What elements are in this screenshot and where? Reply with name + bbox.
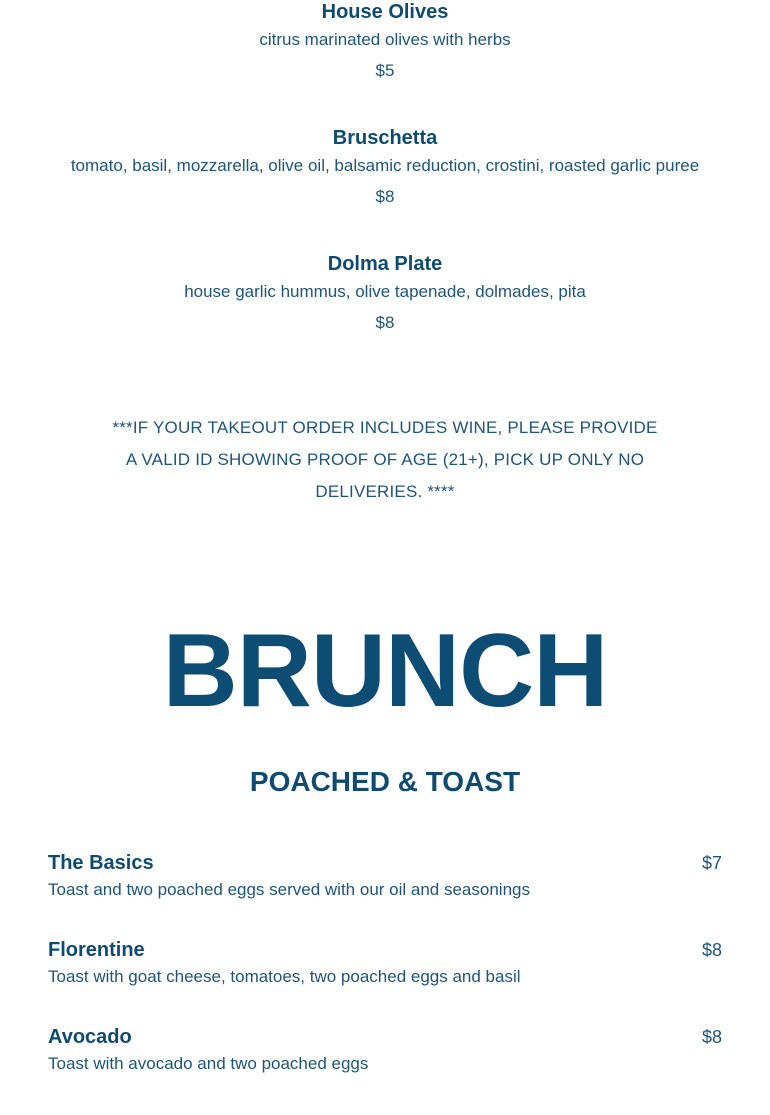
menu-item-price: $7 [701,853,722,873]
menu-item-florentine [48,937,722,988]
menu-item-price: $8 [701,1027,722,1047]
menu-item-title: The Basics [48,852,154,874]
menu-item-price: $8 [701,940,722,960]
menu-item-description: Toast with avocado and two poached eggs [48,1054,369,1073]
menu-item-description: house garlic hummus, olive tapenade, dolmades, pita [184,282,586,301]
menu-item-description: citrus marinated olives with herbs [259,30,511,49]
menu-item-avocado [48,1024,722,1075]
menu-item-title: Dolma Plate [327,253,443,275]
section-heading-brunch: BRUNCH [162,613,608,729]
menu-item-price: $8 [375,187,395,206]
menu-item-house-olives [0,0,770,82]
subsection-heading: POACHED & TOAST [249,766,521,797]
wine-notice: ***IF YOUR TAKEOUT ORDER INCLUDES WINE, PLEASE PROVIDE A VALID ID SHOWING PROOF OF AGE (21+), PICK UP ONLY NO DELIVERIES. **** [112,418,658,501]
menu-item-description: Toast with goat cheese, tomatoes, two poached eggs and basil [48,967,521,986]
menu-item-price: $8 [375,313,395,332]
menu-item-bruschetta [0,126,770,208]
menu-item-title: Avocado [48,1026,132,1048]
menu-item-description: Toast and two poached eggs served with our oil and seasonings [48,880,530,899]
menu-item-the-basics [48,850,722,901]
menu-item-price: $5 [375,61,395,80]
menu-item-description: tomato, basil, mozzarella, olive oil, balsamic reduction, crostini, roasted garlic puree [70,156,700,175]
menu-item-title: House Olives [321,1,449,23]
menu-item-title: Florentine [48,939,145,961]
menu-item-dolma-plate [0,252,770,334]
menu-item-title: Bruschetta [332,127,438,149]
